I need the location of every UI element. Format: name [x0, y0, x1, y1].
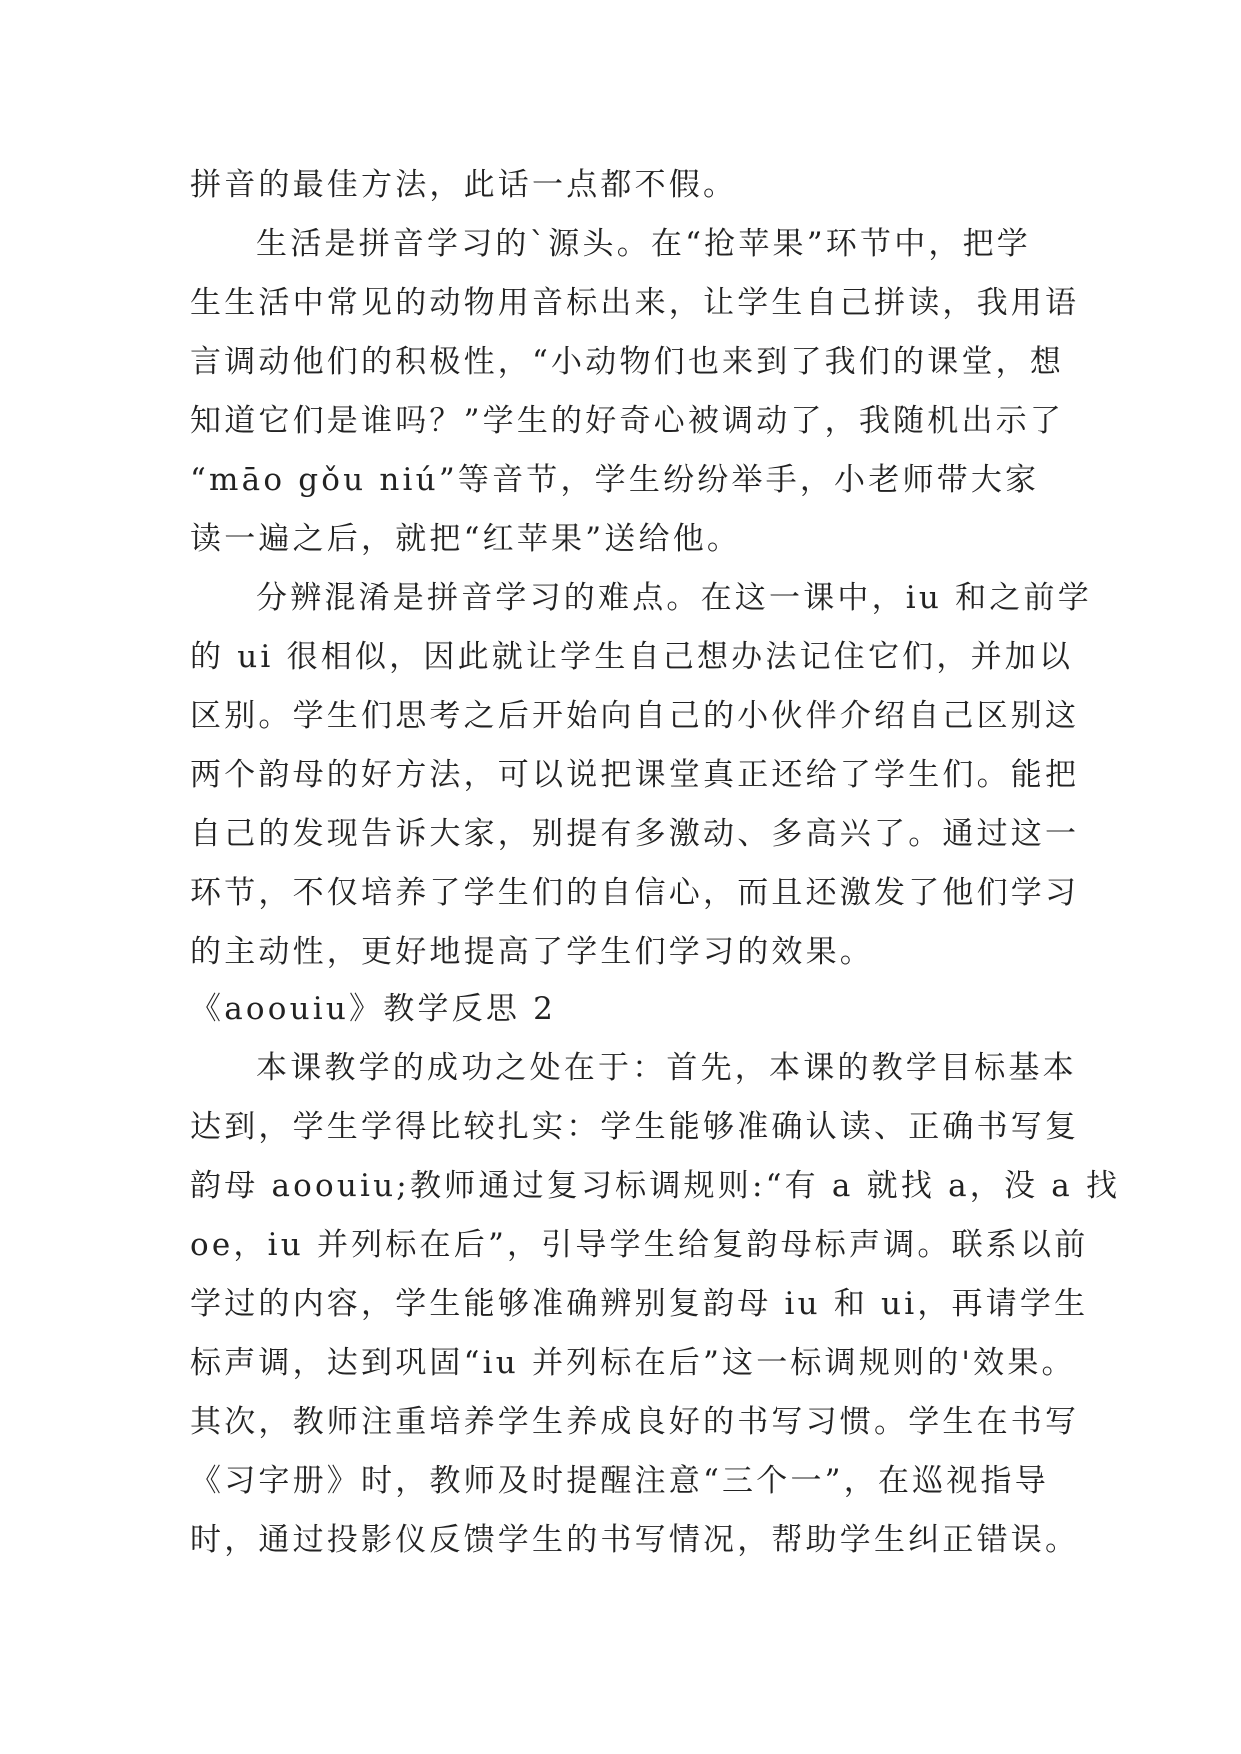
text-line: 分辨混淆是拼音学习的难点。在这一课中，iu 和之前学: [256, 580, 1092, 616]
text-line: 区别。学生们思考之后开始向自己的小伙伴介绍自己区别这: [190, 698, 1080, 734]
text-line: 的主动性，更好地提高了学生们学习的效果。: [190, 934, 874, 970]
text-line: 生生活中常见的动物用音标出来，让学生自己拼读，我用语: [190, 285, 1080, 321]
text-line: 《习字册》时，教师及时提醒注意“三个一”，在巡视指导: [190, 1463, 1049, 1499]
text-line: 韵母 aoouiu;教师通过复习标调规则:“有 a 就找 a，没 a 找: [190, 1168, 1121, 1204]
text-line: 标声调，达到巩固“iu 并列标在后”这一标调规则的'效果。: [190, 1345, 1076, 1381]
text-line: 生活是拼音学习的`源头。在“抢苹果”环节中，把学: [256, 226, 1031, 262]
text-line: 言调动他们的积极性，“小动物们也来到了我们的课堂，想: [190, 344, 1065, 380]
text-line: 自己的发现告诉大家，别提有多激动、多高兴了。通过这一: [190, 816, 1080, 852]
text-line: 两个韵母的好方法，可以说把课堂真正还给了学生们。能把: [190, 757, 1080, 793]
text-line: 达到，学生学得比较扎实：学生能够准确认读、正确书写复: [190, 1109, 1080, 1145]
text-line: 时，通过投影仪反馈学生的书写情况，帮助学生纠正错误。: [190, 1522, 1080, 1558]
text-line: 的 ui 很相似，因此就让学生自己想办法记住它们，并加以: [190, 639, 1074, 675]
text-line: 环节，不仅培养了学生们的自信心，而且还激发了他们学习: [190, 875, 1080, 911]
section-heading: 《aoouiu》教学反思 2: [190, 991, 557, 1027]
text-line: 拼音的最佳方法，此话一点都不假。: [190, 167, 738, 203]
text-line: 读一遍之后，就把“红苹果”送给他。: [190, 521, 742, 557]
text-line: oe，iu 并列标在后”，引导学生给复韵母标声调。联系以前: [190, 1227, 1089, 1263]
text-line: 其次，教师注重培养学生养成良好的书写习惯。学生在书写: [190, 1404, 1080, 1440]
text-line: 知道它们是谁吗？”学生的好奇心被调动了，我随机出示了: [190, 403, 1065, 439]
text-line: 本课教学的成功之处在于：首先，本课的教学目标基本: [256, 1050, 1077, 1086]
text-line: 学过的内容，学生能够准确辨别复韵母 iu 和 ui，再请学生: [190, 1286, 1089, 1322]
text-line: “māo gǒu niú”等音节，学生纷纷举手，小老师带大家: [190, 462, 1040, 498]
